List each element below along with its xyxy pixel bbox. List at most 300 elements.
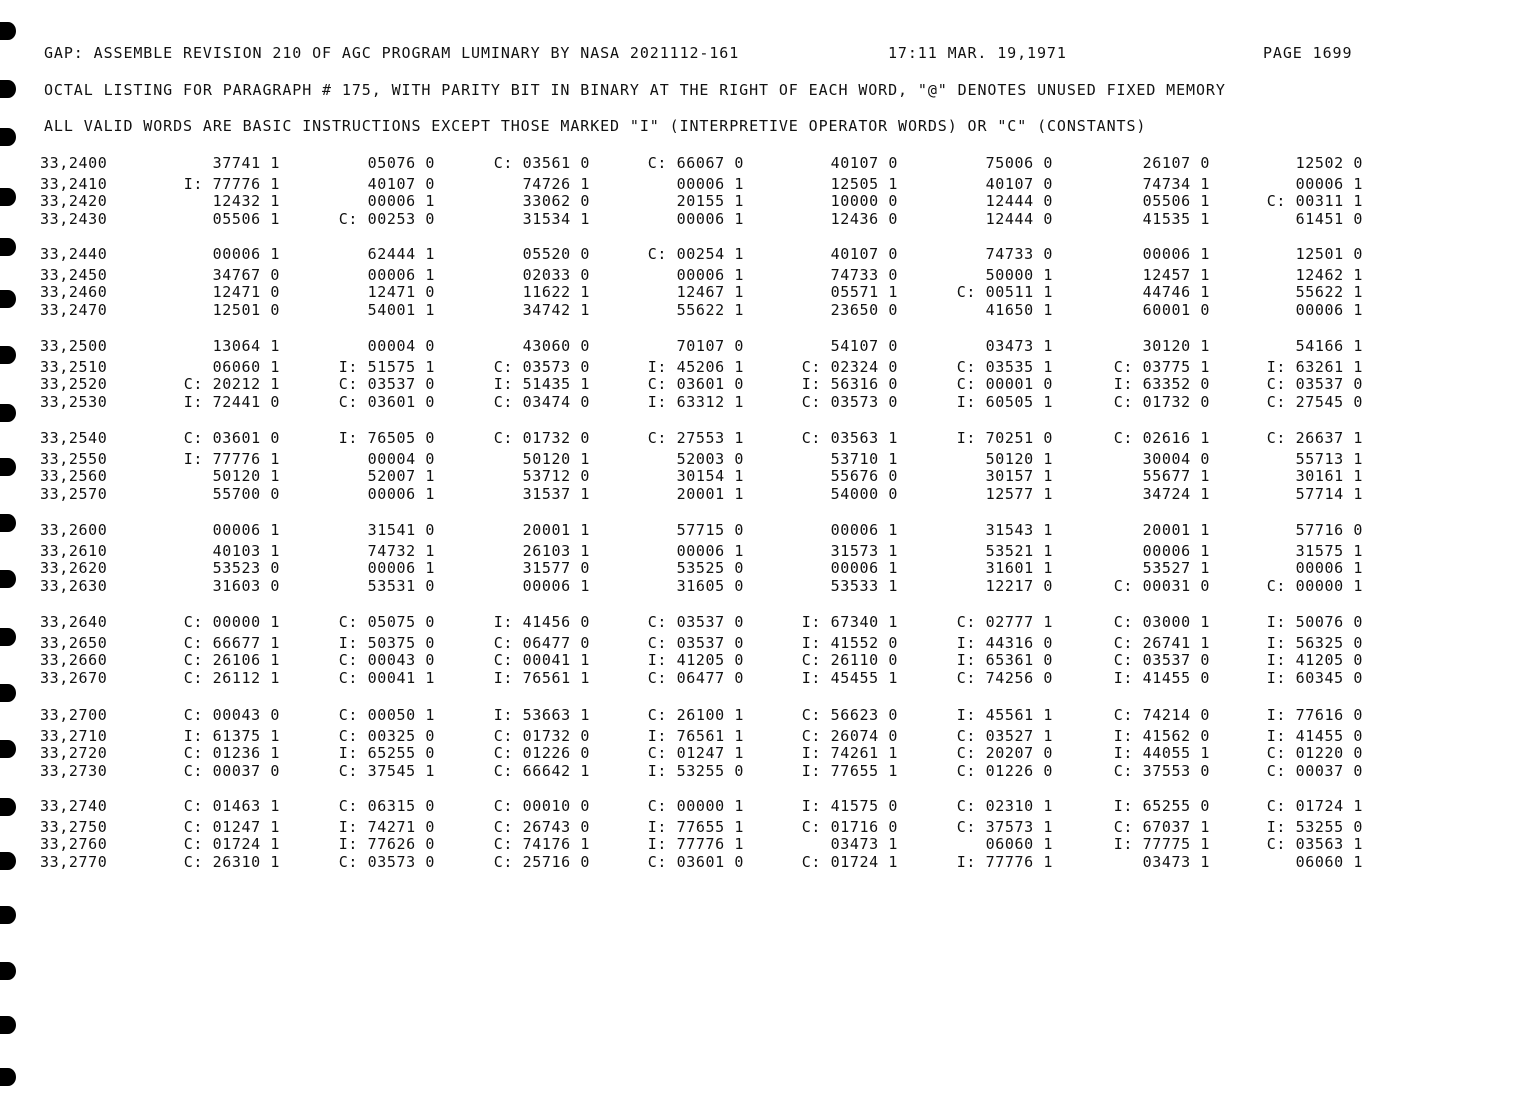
address-label: 33,2720: [40, 744, 108, 762]
binder-hole: [0, 1068, 16, 1086]
address-label: 33,2400: [40, 154, 108, 172]
address-label: 33,2750: [40, 818, 108, 836]
octal-word: C: 00041 1: [338, 669, 435, 687]
octal-word: C: 01226 0: [956, 762, 1053, 780]
octal-word: C: 02310 1: [956, 797, 1053, 815]
octal-word: 55622 1: [1295, 283, 1363, 301]
octal-word: 34724 1: [1142, 485, 1210, 503]
binder-hole: [0, 80, 16, 98]
binder-hole: [0, 290, 16, 308]
octal-word: 12217 0: [985, 577, 1053, 595]
octal-word: 53525 0: [676, 559, 744, 577]
octal-word: C: 26110 0: [801, 651, 898, 669]
octal-word: C: 03573 0: [493, 358, 590, 376]
octal-word: 12471 0: [367, 283, 435, 301]
octal-word: 31577 0: [522, 559, 590, 577]
octal-word: I: 44316 0: [956, 634, 1053, 652]
octal-word: C: 26100 1: [647, 706, 744, 724]
octal-word: 60001 0: [1142, 301, 1210, 319]
octal-word: I: 41455 0: [1266, 727, 1363, 745]
octal-word: 03473 1: [830, 835, 898, 853]
binder-hole: [0, 22, 16, 40]
octal-word: 12505 1: [830, 175, 898, 193]
octal-word: I: 50076 0: [1266, 613, 1363, 631]
address-label: 33,2600: [40, 521, 108, 539]
octal-word: I: 63261 1: [1266, 358, 1363, 376]
octal-word: 50000 1: [985, 266, 1053, 284]
octal-word: C: 74176 1: [493, 835, 590, 853]
binder-hole: [0, 798, 16, 816]
octal-word: 43060 0: [522, 337, 590, 355]
address-label: 33,2740: [40, 797, 108, 815]
binder-hole: [0, 852, 16, 870]
octal-word: C: 02777 1: [956, 613, 1053, 631]
octal-word: 31575 1: [1295, 542, 1363, 560]
octal-word: C: 03573 0: [338, 853, 435, 871]
address-label: 33,2660: [40, 651, 108, 669]
octal-word: C: 01236 1: [183, 744, 280, 762]
octal-word: C: 00050 1: [338, 706, 435, 724]
octal-word: 41535 1: [1142, 210, 1210, 228]
octal-word: I: 50375 0: [338, 634, 435, 652]
octal-word: I: 76561 1: [493, 669, 590, 687]
octal-word: I: 77616 0: [1266, 706, 1363, 724]
octal-word: C: 26106 1: [183, 651, 280, 669]
octal-word: 12436 0: [830, 210, 898, 228]
address-label: 33,2560: [40, 467, 108, 485]
octal-word: C: 03527 1: [956, 727, 1053, 745]
octal-word: I: 51575 1: [338, 358, 435, 376]
octal-word: 12457 1: [1142, 266, 1210, 284]
octal-word: C: 01247 1: [647, 744, 744, 762]
octal-word: I: 45561 1: [956, 706, 1053, 724]
address-label: 33,2450: [40, 266, 108, 284]
octal-word: 30120 1: [1142, 337, 1210, 355]
octal-word: 53710 1: [830, 450, 898, 468]
octal-word: I: 74261 1: [801, 744, 898, 762]
octal-word: 75006 0: [985, 154, 1053, 172]
octal-word: 37741 1: [212, 154, 280, 172]
octal-word: C: 06477 0: [493, 634, 590, 652]
octal-word: C: 26637 1: [1266, 429, 1363, 447]
assembly-header: GAP: ASSEMBLE REVISION 210 OF AGC PROGRAM LUMINARY BY NASA 2021112-161: [44, 44, 740, 62]
address-label: 33,2440: [40, 245, 108, 263]
octal-word: I: 63352 0: [1113, 375, 1210, 393]
octal-word: C: 00043 0: [338, 651, 435, 669]
octal-word: 23650 0: [830, 301, 898, 319]
address-label: 33,2640: [40, 613, 108, 631]
address-label: 33,2700: [40, 706, 108, 724]
octal-word: 05506 1: [212, 210, 280, 228]
octal-word: 00006 1: [1142, 245, 1210, 263]
octal-word: 55676 0: [830, 467, 898, 485]
octal-word: I: 60345 0: [1266, 669, 1363, 687]
octal-word: C: 03573 0: [801, 393, 898, 411]
octal-word: 12467 1: [676, 283, 744, 301]
octal-word: 40107 0: [367, 175, 435, 193]
octal-word: C: 03601 0: [647, 375, 744, 393]
octal-word: C: 00001 0: [956, 375, 1053, 393]
octal-word: 40107 0: [830, 245, 898, 263]
octal-word: 06060 1: [212, 358, 280, 376]
octal-word: C: 00041 1: [493, 651, 590, 669]
octal-word: C: 00254 1: [647, 245, 744, 263]
octal-word: 54166 1: [1295, 337, 1363, 355]
octal-word: 00006 1: [676, 210, 744, 228]
address-label: 33,2770: [40, 853, 108, 871]
octal-word: 12501 0: [1295, 245, 1363, 263]
octal-word: C: 00325 0: [338, 727, 435, 745]
octal-word: C: 56623 0: [801, 706, 898, 724]
octal-word: 57714 1: [1295, 485, 1363, 503]
octal-word: 00006 1: [212, 245, 280, 263]
octal-word: 31541 0: [367, 521, 435, 539]
octal-word: 10000 0: [830, 192, 898, 210]
octal-word: I: 53663 1: [493, 706, 590, 724]
octal-word: C: 66067 0: [647, 154, 744, 172]
octal-word: 20155 1: [676, 192, 744, 210]
octal-word: 11622 1: [522, 283, 590, 301]
octal-word: C: 66642 1: [493, 762, 590, 780]
binder-hole: [0, 238, 16, 256]
address-label: 33,2420: [40, 192, 108, 210]
octal-word: 44746 1: [1142, 283, 1210, 301]
octal-word: I: 77655 1: [801, 762, 898, 780]
octal-word: 52007 1: [367, 467, 435, 485]
octal-word: 06060 1: [985, 835, 1053, 853]
octal-word: C: 01724 1: [183, 835, 280, 853]
octal-word: C: 01716 0: [801, 818, 898, 836]
address-label: 33,2540: [40, 429, 108, 447]
octal-word: C: 02324 0: [801, 358, 898, 376]
octal-word: C: 03563 1: [801, 429, 898, 447]
octal-word: 00006 1: [522, 577, 590, 595]
binder-hole: [0, 570, 16, 588]
octal-word: 41650 1: [985, 301, 1053, 319]
octal-word: 00006 1: [676, 266, 744, 284]
octal-word: I: 77776 1: [647, 835, 744, 853]
address-label: 33,2460: [40, 283, 108, 301]
address-label: 33,2620: [40, 559, 108, 577]
octal-word: 02033 0: [522, 266, 590, 284]
octal-word: 34767 0: [212, 266, 280, 284]
octal-word: C: 37553 0: [1113, 762, 1210, 780]
octal-word: C: 03474 0: [493, 393, 590, 411]
octal-word: 00006 1: [676, 542, 744, 560]
octal-word: 12444 0: [985, 192, 1053, 210]
binder-hole: [0, 188, 16, 206]
octal-word: 74732 1: [367, 542, 435, 560]
octal-word: C: 03535 1: [956, 358, 1053, 376]
octal-word: 20001 1: [676, 485, 744, 503]
address-label: 33,2430: [40, 210, 108, 228]
address-label: 33,2650: [40, 634, 108, 652]
octal-word: 00006 1: [212, 521, 280, 539]
octal-word: I: 41456 0: [493, 613, 590, 631]
octal-word: 26107 0: [1142, 154, 1210, 172]
octal-word: I: 74271 0: [338, 818, 435, 836]
octal-word: 31605 0: [676, 577, 744, 595]
octal-word: C: 03601 0: [183, 429, 280, 447]
octal-word: 50120 1: [985, 450, 1053, 468]
octal-word: 31603 0: [212, 577, 280, 595]
octal-word: 53533 1: [830, 577, 898, 595]
octal-word: C: 26112 1: [183, 669, 280, 687]
octal-word: C: 03775 1: [1113, 358, 1210, 376]
octal-word: C: 01220 0: [1266, 744, 1363, 762]
octal-word: C: 27545 0: [1266, 393, 1363, 411]
timestamp: 17:11 MAR. 19,1971: [888, 44, 1067, 62]
octal-word: 05076 0: [367, 154, 435, 172]
octal-word: 30157 1: [985, 467, 1053, 485]
octal-word: C: 03537 0: [647, 613, 744, 631]
binder-hole: [0, 458, 16, 476]
binder-hole: [0, 514, 16, 532]
octal-word: 53523 0: [212, 559, 280, 577]
octal-word: 12577 1: [985, 485, 1053, 503]
octal-word: 31543 1: [985, 521, 1053, 539]
octal-word: C: 20212 1: [183, 375, 280, 393]
binder-hole: [0, 1016, 16, 1034]
binder-hole: [0, 346, 16, 364]
octal-word: C: 74256 0: [956, 669, 1053, 687]
octal-word: C: 01463 1: [183, 797, 280, 815]
octal-word: 57716 0: [1295, 521, 1363, 539]
octal-word: 00006 1: [830, 521, 898, 539]
octal-word: I: 41575 0: [801, 797, 898, 815]
octal-word: C: 00311 1: [1266, 192, 1363, 210]
octal-word: C: 03537 0: [1266, 375, 1363, 393]
octal-word: C: 37545 1: [338, 762, 435, 780]
octal-word: C: 20207 0: [956, 744, 1053, 762]
octal-word: C: 03000 1: [1113, 613, 1210, 631]
octal-word: I: 41205 0: [1266, 651, 1363, 669]
octal-word: C: 03561 0: [493, 154, 590, 172]
octal-word: 50120 1: [522, 450, 590, 468]
octal-word: I: 77626 0: [338, 835, 435, 853]
octal-word: I: 56325 0: [1266, 634, 1363, 652]
octal-word: 00006 1: [830, 559, 898, 577]
octal-word: 12462 1: [1295, 266, 1363, 284]
address-label: 33,2710: [40, 727, 108, 745]
octal-word: 30161 1: [1295, 467, 1363, 485]
octal-word: 54001 1: [367, 301, 435, 319]
octal-word: 52003 0: [676, 450, 744, 468]
octal-word: 05520 0: [522, 245, 590, 263]
octal-word: C: 06315 0: [338, 797, 435, 815]
binder-hole: [0, 128, 16, 146]
octal-word: 30004 0: [1142, 450, 1210, 468]
octal-word: 55700 0: [212, 485, 280, 503]
octal-word: C: 26743 0: [493, 818, 590, 836]
octal-word: 06060 1: [1295, 853, 1363, 871]
octal-word: 00006 1: [1295, 175, 1363, 193]
octal-word: C: 00511 1: [956, 283, 1053, 301]
octal-word: C: 01732 0: [493, 429, 590, 447]
octal-word: I: 63312 1: [647, 393, 744, 411]
octal-word: I: 65255 0: [1113, 797, 1210, 815]
octal-word: 00004 0: [367, 337, 435, 355]
octal-word: I: 70251 0: [956, 429, 1053, 447]
octal-word: 26103 1: [522, 542, 590, 560]
octal-word: 70107 0: [676, 337, 744, 355]
address-label: 33,2520: [40, 375, 108, 393]
octal-word: C: 05075 0: [338, 613, 435, 631]
address-label: 33,2470: [40, 301, 108, 319]
binder-hole: [0, 404, 16, 422]
octal-word: 05571 1: [830, 283, 898, 301]
octal-word: 40107 0: [985, 175, 1053, 193]
octal-word: 55677 1: [1142, 467, 1210, 485]
address-label: 33,2670: [40, 669, 108, 687]
octal-word: 57715 0: [676, 521, 744, 539]
octal-word: I: 41562 0: [1113, 727, 1210, 745]
binder-hole: [0, 628, 16, 646]
octal-word: 00004 0: [367, 450, 435, 468]
octal-word: I: 44055 1: [1113, 744, 1210, 762]
octal-word: 00006 1: [367, 266, 435, 284]
octal-word: I: 41552 0: [801, 634, 898, 652]
octal-word: 00006 1: [367, 559, 435, 577]
octal-word: 13064 1: [212, 337, 280, 355]
octal-word: C: 01732 0: [1113, 393, 1210, 411]
octal-word: C: 26074 0: [801, 727, 898, 745]
octal-word: C: 01732 0: [493, 727, 590, 745]
address-label: 33,2530: [40, 393, 108, 411]
octal-word: C: 26741 1: [1113, 634, 1210, 652]
octal-word: 03473 1: [1142, 853, 1210, 871]
octal-word: C: 00037 0: [1266, 762, 1363, 780]
octal-word: I: 77776 1: [183, 450, 280, 468]
octal-word: 74726 1: [522, 175, 590, 193]
octal-word: 20001 1: [1142, 521, 1210, 539]
octal-word: 31573 1: [830, 542, 898, 560]
octal-word: 12502 0: [1295, 154, 1363, 172]
octal-word: I: 51435 1: [493, 375, 590, 393]
octal-word: C: 03563 1: [1266, 835, 1363, 853]
octal-word: 50120 1: [212, 467, 280, 485]
octal-word: 31534 1: [522, 210, 590, 228]
octal-word: C: 00037 0: [183, 762, 280, 780]
octal-word: I: 77775 1: [1113, 835, 1210, 853]
octal-word: I: 76561 1: [647, 727, 744, 745]
octal-word: I: 56316 0: [801, 375, 898, 393]
binder-hole: [0, 906, 16, 924]
address-label: 33,2610: [40, 542, 108, 560]
octal-word: C: 26310 1: [183, 853, 280, 871]
octal-word: C: 00010 0: [493, 797, 590, 815]
octal-word: C: 67037 1: [1113, 818, 1210, 836]
octal-word: 33062 0: [522, 192, 590, 210]
octal-word: I: 41205 0: [647, 651, 744, 669]
octal-word: 00006 1: [676, 175, 744, 193]
binder-hole: [0, 962, 16, 980]
octal-word: 20001 1: [522, 521, 590, 539]
octal-word: I: 53255 0: [647, 762, 744, 780]
octal-word: 55713 1: [1295, 450, 1363, 468]
octal-word: 12432 1: [212, 192, 280, 210]
octal-word: C: 27553 1: [647, 429, 744, 447]
octal-word: C: 00000 1: [647, 797, 744, 815]
octal-word: 74733 0: [985, 245, 1053, 263]
octal-word: I: 45455 1: [801, 669, 898, 687]
octal-word: 31537 1: [522, 485, 590, 503]
octal-word: I: 61375 1: [183, 727, 280, 745]
octal-word: C: 00031 0: [1113, 577, 1210, 595]
octal-word: 53531 0: [367, 577, 435, 595]
valid-words-note: ALL VALID WORDS ARE BASIC INSTRUCTIONS EXCEPT THOSE MARKED "I" (INTERPRETIVE OPERATOR WORDS) OR "C" (CONSTANTS): [44, 117, 1147, 135]
address-label: 33,2410: [40, 175, 108, 193]
octal-word: C: 03601 0: [338, 393, 435, 411]
address-label: 33,2760: [40, 835, 108, 853]
octal-word: I: 77776 1: [183, 175, 280, 193]
octal-word: I: 76505 0: [338, 429, 435, 447]
octal-word: C: 01226 0: [493, 744, 590, 762]
octal-word: 55622 1: [676, 301, 744, 319]
octal-word: 12471 0: [212, 283, 280, 301]
page-number: PAGE 1699: [1263, 44, 1353, 62]
octal-word: 62444 1: [367, 245, 435, 263]
octal-word: I: 72441 0: [183, 393, 280, 411]
octal-word: 40107 0: [830, 154, 898, 172]
octal-word: C: 00000 1: [1266, 577, 1363, 595]
binder-hole: [0, 684, 16, 702]
octal-word: C: 01724 1: [801, 853, 898, 871]
octal-word: 00006 1: [367, 485, 435, 503]
octal-word: 74733 0: [830, 266, 898, 284]
octal-word: I: 41455 0: [1113, 669, 1210, 687]
octal-word: C: 66677 1: [183, 634, 280, 652]
octal-word: C: 00043 0: [183, 706, 280, 724]
octal-word: I: 77776 1: [956, 853, 1053, 871]
address-label: 33,2550: [40, 450, 108, 468]
address-label: 33,2730: [40, 762, 108, 780]
octal-word: I: 53255 0: [1266, 818, 1363, 836]
octal-word: I: 65255 0: [338, 744, 435, 762]
octal-word: C: 01247 1: [183, 818, 280, 836]
octal-word: 05506 1: [1142, 192, 1210, 210]
octal-word: 74734 1: [1142, 175, 1210, 193]
octal-word: 53527 1: [1142, 559, 1210, 577]
address-label: 33,2570: [40, 485, 108, 503]
address-label: 33,2500: [40, 337, 108, 355]
octal-word: 12501 0: [212, 301, 280, 319]
octal-word: 53521 1: [985, 542, 1053, 560]
octal-word: C: 03537 0: [338, 375, 435, 393]
address-label: 33,2630: [40, 577, 108, 595]
octal-word: 61451 0: [1295, 210, 1363, 228]
octal-word: 54107 0: [830, 337, 898, 355]
octal-word: 00006 1: [1295, 559, 1363, 577]
octal-word: C: 37573 1: [956, 818, 1053, 836]
octal-word: 30154 1: [676, 467, 744, 485]
octal-word: 00006 1: [1295, 301, 1363, 319]
octal-word: 40103 1: [212, 542, 280, 560]
octal-word: C: 03601 0: [647, 853, 744, 871]
octal-word: I: 67340 1: [801, 613, 898, 631]
address-label: 33,2510: [40, 358, 108, 376]
octal-word: 00006 1: [1142, 542, 1210, 560]
octal-word: 12444 0: [985, 210, 1053, 228]
octal-word: I: 60505 1: [956, 393, 1053, 411]
octal-word: C: 00253 0: [338, 210, 435, 228]
octal-word: C: 25716 0: [493, 853, 590, 871]
octal-word: C: 03537 0: [647, 634, 744, 652]
octal-word: 31601 1: [985, 559, 1053, 577]
octal-listing-description: OCTAL LISTING FOR PARAGRAPH # 175, WITH PARITY BIT IN BINARY AT THE RIGHT OF EACH WORD, "@" DENOTES UNUSED FIXED MEMORY: [44, 81, 1226, 99]
octal-word: 53712 0: [522, 467, 590, 485]
octal-word: C: 00000 1: [183, 613, 280, 631]
